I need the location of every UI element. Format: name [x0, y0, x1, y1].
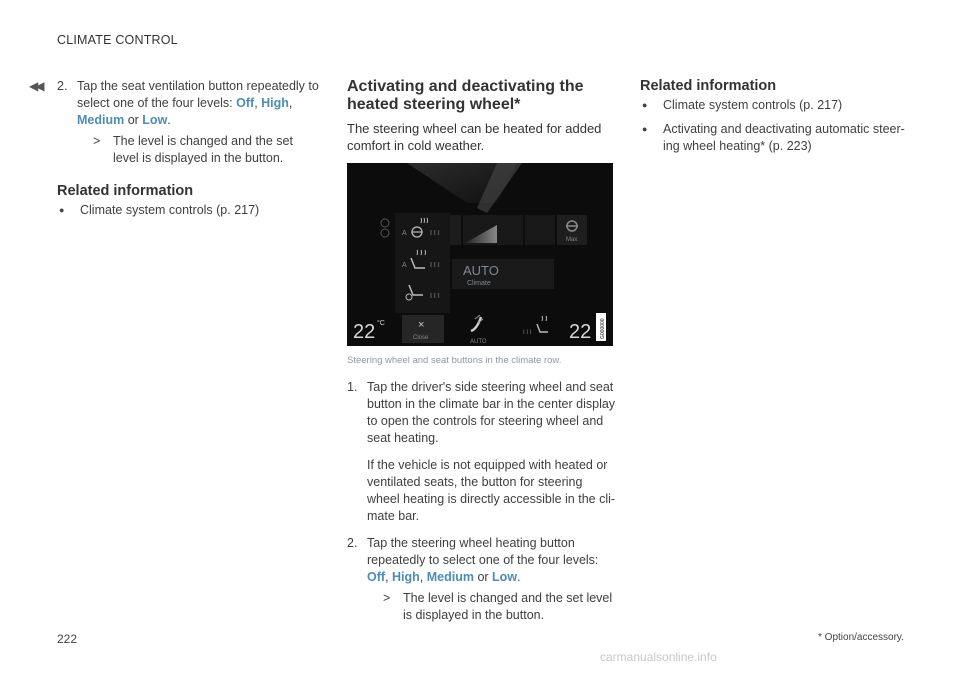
step-result [383, 590, 617, 624]
climate-label: Climate [467, 280, 491, 287]
max-label: Max [566, 237, 578, 243]
step-1 [347, 379, 617, 525]
related-list [640, 97, 910, 155]
level-bars: I I I [430, 262, 440, 269]
auto-button-label: AUTO [463, 263, 499, 278]
related-link[interactable]: ● Climate system controls (p. 217) [640, 97, 910, 114]
level-bars: I I I [430, 230, 440, 237]
temp-left: 22 [353, 321, 376, 343]
auto-a-label: A [402, 230, 407, 237]
level-medium: Medium [426, 570, 474, 584]
close-x-icon: × [418, 319, 425, 331]
step-2 [57, 78, 322, 167]
level-bars: I I I [430, 293, 440, 300]
related-info-heading: Related information [640, 78, 777, 94]
climate-display-figure [347, 163, 613, 346]
related-list [57, 202, 322, 219]
watermark: carmanualsonline.info [600, 650, 717, 664]
step-text: Tap the driver's side steering wheel and seat button in the climate bar in the center display to open the controls for steering wheel and seat heating. [367, 380, 616, 445]
column-middle [347, 78, 617, 630]
step-number: 2. [347, 536, 358, 550]
figure-code: G000000 [600, 318, 606, 339]
separator: . [517, 570, 521, 584]
intro-text: The steering wheel can be heated for added comfort in cold weather. [347, 121, 602, 153]
level-high: High [261, 96, 289, 110]
auto-small-label: AUTO [470, 339, 487, 345]
step-result [93, 133, 322, 167]
result-marker: > [383, 591, 391, 605]
footnote: * Option/accessory. [818, 632, 904, 643]
step-number: 1. [347, 380, 358, 394]
step-number: 2. [57, 79, 68, 93]
close-label: Close [413, 335, 429, 341]
step-text: Tap the seat ventilation button repeatedly to select one of the four levels: [77, 79, 319, 110]
separator: , [254, 96, 262, 110]
level-high: High [392, 570, 420, 584]
level-medium: Medium [77, 113, 125, 127]
step-2 [347, 535, 617, 624]
separator: . [167, 113, 171, 127]
chapter-title: CLIMATE CONTROL [57, 33, 178, 47]
section-heading: Activating and deactivating the heated steering wheel* [347, 78, 584, 113]
level-low: Low [492, 570, 518, 584]
step-note: If the vehicle is not equipped with heated or ventilated seats, the button for steering wheel heating is directly accessible in the cli- mate bar. [367, 458, 616, 523]
related-link[interactable]: ● Activating and deactivating automatic steer- ing wheel heating* (p. 223) [640, 121, 910, 155]
result-text: The level is changed and the set level is displayed in the button. [403, 591, 613, 622]
step-text: Tap the steering wheel heating button repeatedly to select one of the four levels: [367, 536, 599, 567]
related-info-heading: Related information [57, 183, 194, 199]
separator: or [124, 113, 143, 127]
level-bars: I I I [523, 330, 532, 336]
related-link[interactable]: ● Climate system controls (p. 217) [57, 202, 322, 219]
separator: or [473, 570, 493, 584]
level-off: Off [236, 96, 255, 110]
page-number: 222 [57, 632, 78, 646]
figure-caption: Steering wheel and seat buttons in the climate row. [347, 355, 562, 366]
level-off: Off [367, 570, 386, 584]
level-low: Low [142, 113, 168, 127]
separator: , [385, 570, 393, 584]
result-text: The level is changed and the set level is displayed in the button. [113, 134, 293, 165]
separator: , [288, 96, 293, 110]
column-right [640, 78, 910, 162]
climate-display-illustration [347, 163, 613, 346]
temp-unit: °C [377, 320, 385, 327]
separator: , [419, 570, 427, 584]
auto-a-label: A [402, 262, 407, 269]
double-chevron-left-icon[interactable]: ◀◀ [29, 79, 42, 93]
result-marker: > [93, 134, 101, 148]
column-left [57, 78, 322, 226]
temp-right: 22 [569, 321, 592, 343]
